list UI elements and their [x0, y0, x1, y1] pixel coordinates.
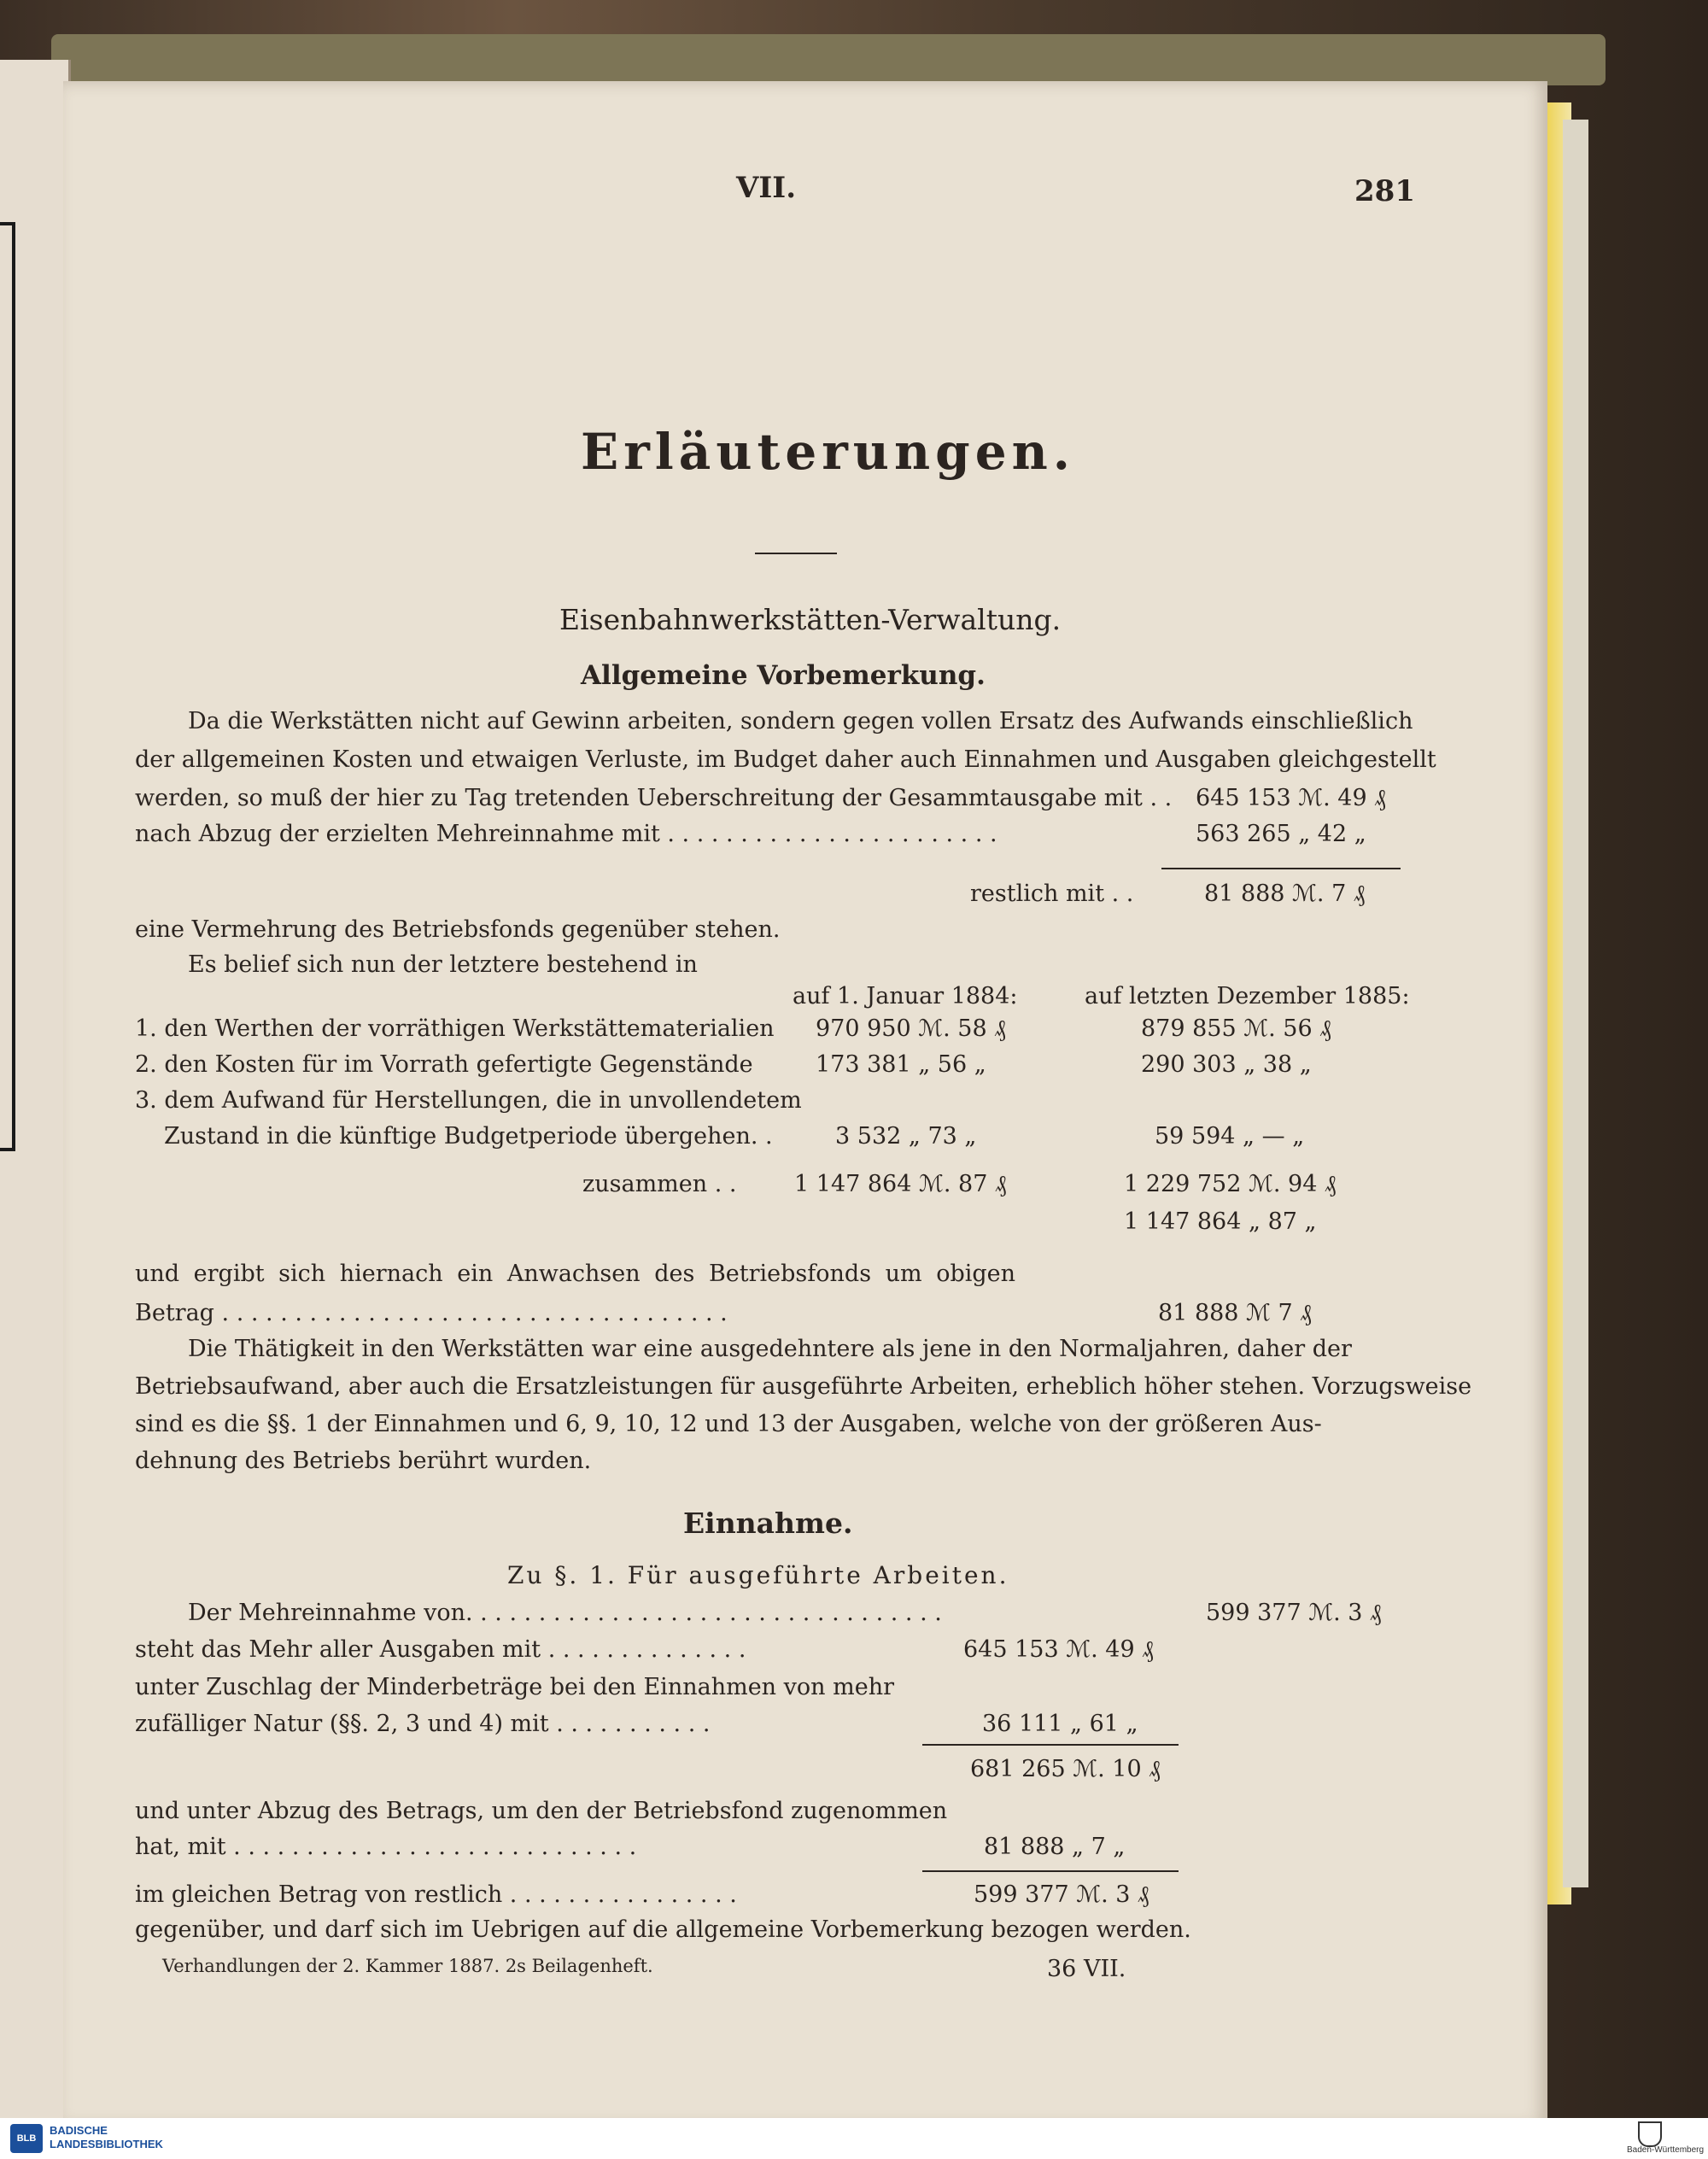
fund-row-v1: 173 381 „ 56 „ — [816, 1051, 986, 1078]
einnahme-line: hat, mit . . . . . . . . . . . . . . . . . . . . . . . . . . . . — [135, 1834, 637, 1860]
fund-row-label: 3. dem Aufwand für Herstellungen, die in unvollendetem — [135, 1087, 802, 1114]
fund-row-label: Zustand in die künftige Budgetperiode übergehen. . — [164, 1123, 773, 1150]
preface-line: Da die Werkstätten nicht auf Gewinn arbeiten, sondern gegen vollen Ersatz des Aufwands einschließlich — [188, 708, 1413, 734]
fund-row-v1: 3 532 „ 73 „ — [835, 1123, 977, 1150]
fund-row-label: 1. den Werthen der vorräthigen Werkstättematerialien — [135, 1015, 775, 1042]
growth-line: und ergibt sich hiernach ein Anwachsen des Betriebsfonds um obigen — [135, 1261, 1016, 1287]
book-cover-edge — [51, 34, 1606, 85]
preface-line: nach Abzug der erzielten Mehreinnahme mit . . . . . . . . . . . . . . . . . . . . . . . — [135, 821, 997, 847]
page-number: 281 — [1354, 174, 1415, 208]
department-heading: Eisenbahnwerkstätten-Verwaltung. — [559, 603, 1062, 636]
fund-row-label: 2. den Kosten für im Vorrath gefertigte Gegenstände — [135, 1051, 753, 1078]
library-logo: BLB — [10, 2124, 43, 2153]
page-title: Erläuterungen. — [581, 423, 1075, 481]
footer-signature: 36 VII. — [1047, 1956, 1126, 1982]
fund-total-label: zusammen . . — [582, 1171, 737, 1197]
watermark-bar — [0, 2118, 1708, 2159]
facing-page-edge — [0, 60, 71, 2118]
preface-amount: 563 265 „ 42 „ — [1196, 821, 1366, 847]
preface-line: werden, so muß der hier zu Tag tretenden Ueberschreitung der Gesammtausgabe mit . . — [135, 785, 1173, 811]
section-number: VII. — [736, 171, 797, 205]
fund-col-header: auf 1. Januar 1884: — [793, 983, 1018, 1009]
growth-amount: 81 888 ℳ 7 ₰ — [1158, 1300, 1312, 1326]
title-rule — [755, 553, 837, 554]
einnahme-mid-amount: 645 153 ℳ. 49 ₰ — [963, 1636, 1154, 1663]
preface-rest-label: restlich mit . . — [970, 881, 1134, 907]
library-name — [50, 2124, 163, 2151]
fund-col-header: auf letzten Dezember 1885: — [1085, 983, 1410, 1009]
einnahme-line: im gleichen Betrag von restlich . . . . . . . . . . . . . . . . — [135, 1881, 737, 1908]
preface-line: eine Vermehrung des Betriebsfonds gegenüber stehen. — [135, 916, 781, 943]
preface-amount: 645 153 ℳ. 49 ₰ — [1196, 785, 1386, 811]
page-stack-edge-back — [1563, 120, 1588, 1887]
einnahme-right-amount: 599 377 ℳ. 3 ₰ — [1206, 1600, 1382, 1626]
fund-total-v1: 1 147 864 ℳ. 87 ₰ — [794, 1171, 1007, 1197]
activity-line: dehnung des Betriebs berührt wurden. — [135, 1448, 592, 1474]
einnahme-sum-rule — [922, 1744, 1179, 1746]
einnahme-line: steht das Mehr aller Ausgaben mit . . . . . . . . . . . . . . — [135, 1636, 746, 1663]
fund-row-v2: 879 855 ℳ. 56 ₰ — [1141, 1015, 1331, 1042]
state-crest-icon — [1638, 2121, 1662, 2147]
activity-line: Die Thätigkeit in den Werkstätten war eine ausgedehntere als jene in den Normaljahren, daher der — [188, 1336, 1352, 1362]
activity-line: sind es die §§. 1 der Einnahmen und 6, 9, 10, 12 und 13 der Ausgaben, welche von der größeren Aus- — [135, 1411, 1322, 1437]
einnahme-line: unter Zuschlag der Minderbeträge bei den Einnahmen von mehr — [135, 1674, 894, 1700]
einnahme-line: und unter Abzug des Betrags, um den der Betriebsfond zugenommen — [135, 1798, 948, 1824]
preface-line: der allgemeinen Kosten und etwaigen Verluste, im Budget daher auch Einnahmen und Ausgaben gleichgestellt — [135, 746, 1436, 773]
preface-heading: Allgemeine Vorbemerkung. — [581, 660, 986, 691]
preface-rest-amount: 81 888 ℳ. 7 ₰ — [1204, 881, 1366, 907]
preface-line: Es belief sich nun der letztere bestehend in — [188, 951, 698, 978]
einnahme-heading: Einnahme. — [683, 1507, 853, 1540]
einnahme-line: gegenüber, und darf sich im Uebrigen auf die allgemeine Vorbemerkung bezogen werden. — [135, 1916, 1191, 1943]
state-name: Baden-Württemberg — [1627, 2145, 1705, 2155]
einnahme-subheading: Zu §. 1. Für ausgeführte Arbeiten. — [507, 1561, 1009, 1589]
einnahme-mid-amount: 81 888 „ 7 „ — [984, 1834, 1126, 1860]
fund-row-v2: 59 594 „ — „ — [1155, 1123, 1305, 1150]
fund-subtract-v2: 1 147 864 „ 87 „ — [1124, 1208, 1317, 1235]
einnahme-line: Der Mehreinnahme von. . . . . . . . . . . . . . . . . . . . . . . . . . . . . . . . . — [188, 1600, 942, 1626]
fund-row-v1: 970 950 ℳ. 58 ₰ — [816, 1015, 1006, 1042]
library-name-line: LANDESBIBLIOTHEK — [50, 2138, 163, 2150]
einnahme-line: zufälliger Natur (§§. 2, 3 und 4) mit . . . . . . . . . . . — [135, 1711, 711, 1737]
library-name-line: BADISCHE — [50, 2124, 108, 2137]
growth-line: Betrag . . . . . . . . . . . . . . . . . . . . . . . . . . . . . . . . . . . — [135, 1300, 728, 1326]
activity-line: Betriebsaufwand, aber auch die Ersatzleistungen für ausgeführte Arbeiten, erheblich höher stehen. Vorzugsweise — [135, 1373, 1472, 1400]
sum-rule — [1161, 868, 1401, 869]
einnahme-mid-amount: 36 111 „ 61 „ — [982, 1711, 1138, 1737]
einnahme-mid-amount: 599 377 ℳ. 3 ₰ — [974, 1881, 1149, 1908]
fund-row-v2: 290 303 „ 38 „ — [1141, 1051, 1312, 1078]
einnahme-sum-rule — [922, 1870, 1179, 1872]
footer-note: Verhandlungen der 2. Kammer 1887. 2s Beilagenheft. — [162, 1956, 653, 1976]
einnahme-mid-amount: 681 265 ℳ. 10 ₰ — [970, 1756, 1161, 1782]
fund-total-v2: 1 229 752 ℳ. 94 ₰ — [1124, 1171, 1337, 1197]
